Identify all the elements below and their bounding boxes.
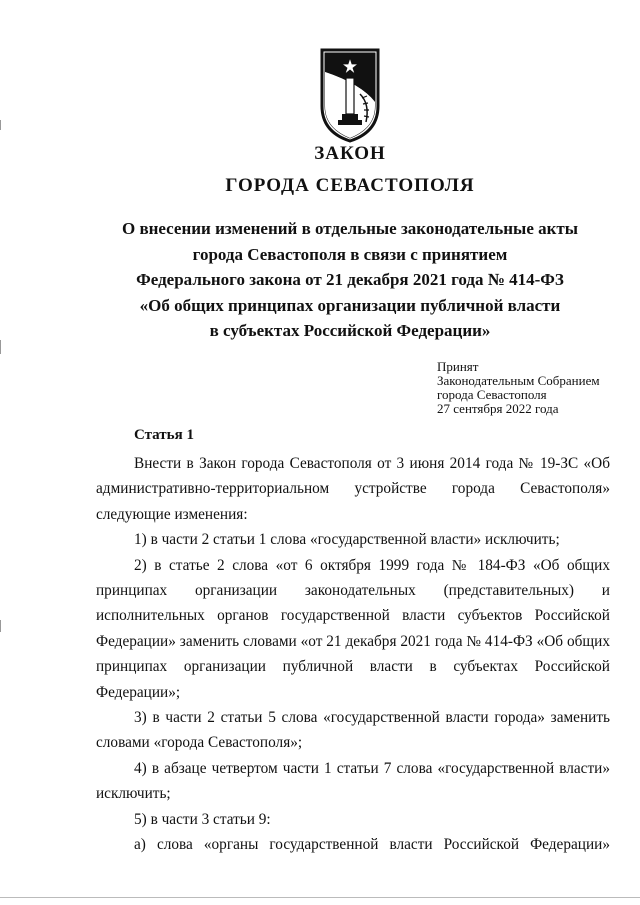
scan-bottom-edge: [0, 897, 640, 898]
law-city-title: ГОРОДА СЕВАСТОПОЛЯ: [225, 175, 475, 196]
adoption-line: Законодательным Собранием: [437, 373, 600, 388]
subtitle-line: Федерального закона от 21 декабря 2021 года № 414-ФЗ: [136, 270, 564, 289]
adoption-line: Принят: [437, 359, 479, 374]
article-paragraph: 1) в части 2 статьи 1 слова «государственной власти» исключить;: [134, 531, 560, 549]
subtitle-line: О внесении изменений в отдельные законодательные акты: [121, 219, 579, 238]
adoption-block: [437, 360, 617, 416]
article-paragraph: 3) в части 2 статьи 5 слова «государственной власти города» заменить словами «города Севастополя»;: [96, 709, 610, 752]
article-paragraph: а) слова «органы государственной власти Российской Федерации»: [134, 836, 610, 854]
article-paragraph: 4) в абзаце четвертом части 1 статьи 7 слова «государственной власти» исключить;: [96, 759, 610, 803]
article-body: [96, 451, 610, 858]
sevastopol-coat-of-arms-icon: [316, 44, 384, 144]
subtitle-line: города Севастополя в связи с принятием: [192, 244, 508, 264]
article-heading: Статья 1: [134, 427, 194, 443]
subtitle-line: в субъектах Российской Федерации»: [209, 321, 491, 340]
adoption-line: города Севастополя: [437, 387, 547, 402]
law-title: ЗАКОН: [314, 143, 386, 164]
article-paragraph: 5) в части 3 статьи 9:: [134, 810, 271, 828]
subtitle-line: «Об общих принципах организации публичной власти: [139, 295, 561, 315]
adoption-date: 27 сентября 2022 года: [437, 401, 559, 416]
scan-edge-mark: [0, 340, 1, 354]
article-paragraph: 2) в статье 2 слова «от 6 октября 1999 года № 184-ФЗ «Об общих принципах организации законодательных (представительных) и исполнительных органов государственной власти субъектов Российской Федерации» заменить словами «от 21 декабря 2021 года № 414-ФЗ «Об общих принципах организации публичной власти в субъектах Российской Федерации»;: [96, 556, 610, 701]
scan-edge-mark: [0, 120, 1, 130]
scan-edge-mark: [0, 620, 1, 632]
article-paragraph: Внести в Закон города Севастополя от 3 июня 2014 года № 19-ЗС «Об административно-территориальном устройстве города Севастополя» следующие изменения:: [96, 455, 610, 523]
law-subtitle: [100, 216, 600, 344]
